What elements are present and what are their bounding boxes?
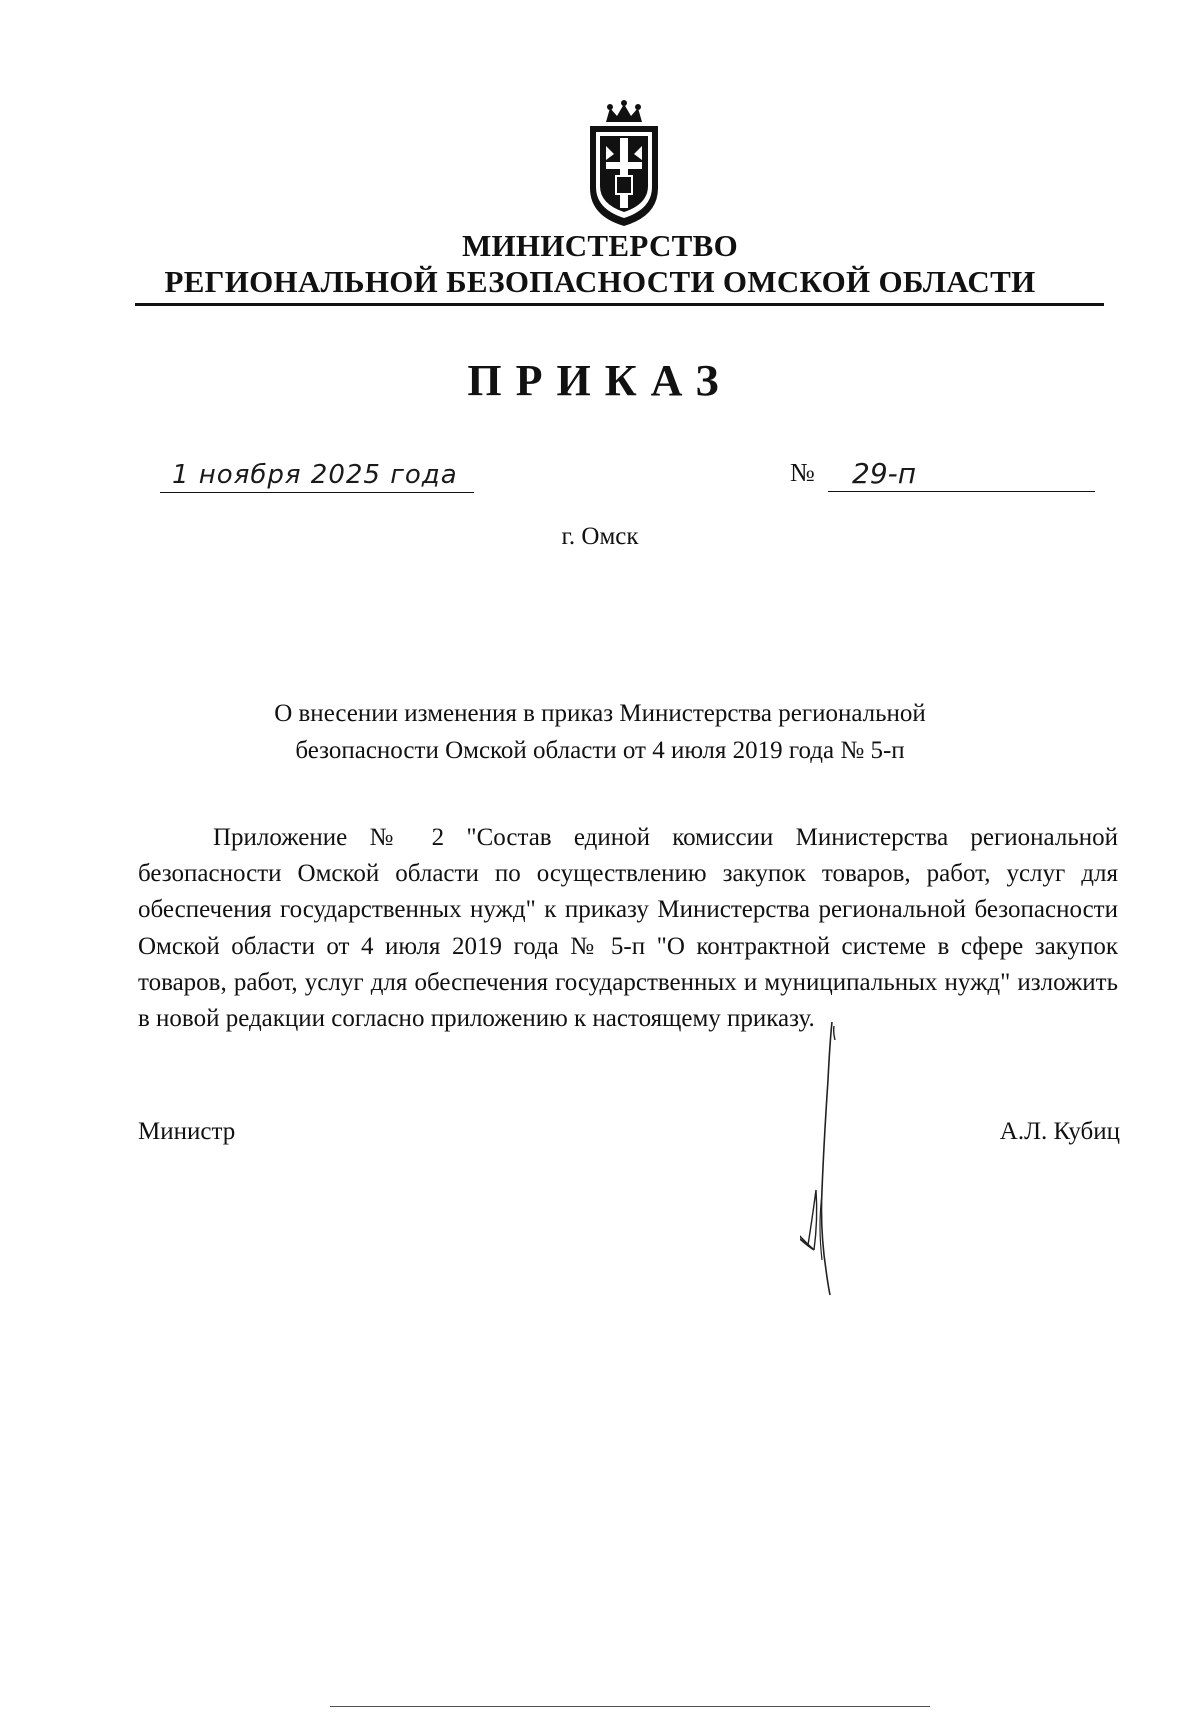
signer-title: Министр xyxy=(138,1118,236,1145)
city-line: г. Омск xyxy=(561,523,639,550)
handwritten-date: 1 ноября 2025 года xyxy=(172,460,458,490)
handwritten-number: 29-п xyxy=(852,457,917,490)
signer-name: А.Л. Кубиц xyxy=(999,1118,1120,1145)
coat-of-arms-icon xyxy=(576,100,672,230)
ministry-name-line1: МИНИСТЕРСТВО xyxy=(461,228,739,263)
document-number-field xyxy=(790,446,1095,492)
handwritten-signature xyxy=(800,1020,930,1300)
date-field xyxy=(160,446,474,493)
number-label: № xyxy=(790,458,815,487)
ministry-name-line2: РЕГИОНАЛЬНОЙ БЕЗОПАСНОСТИ ОМСКОЙ ОБЛАСТИ xyxy=(164,264,1036,299)
document-body: Приложение № 2 "Состав единой комиссии Министерства региональной безопасности Омской области по осуществлению закупок товаров, работ, услуг для обеспечения государственных нужд" к приказу Министерства региональной безопасности Омской области от 4 июля 2019 года № 5-п "О контрактной системе в сфере закупок товаров, работ, услуг для обеспечения государственных и муниципальных нужд" изложить в новой редакции согласно приложению к настоящему приказу. xyxy=(138,824,1118,1033)
number-underline xyxy=(828,491,1095,493)
header-divider xyxy=(135,303,1104,306)
document-subject: О внесении изменения в приказ Министерства региональной безопасности Омской области от 4 июля 2019 года № 5-п xyxy=(274,700,926,764)
footer-rule xyxy=(330,1706,930,1707)
document-type-title: ПРИКАЗ xyxy=(467,356,733,405)
